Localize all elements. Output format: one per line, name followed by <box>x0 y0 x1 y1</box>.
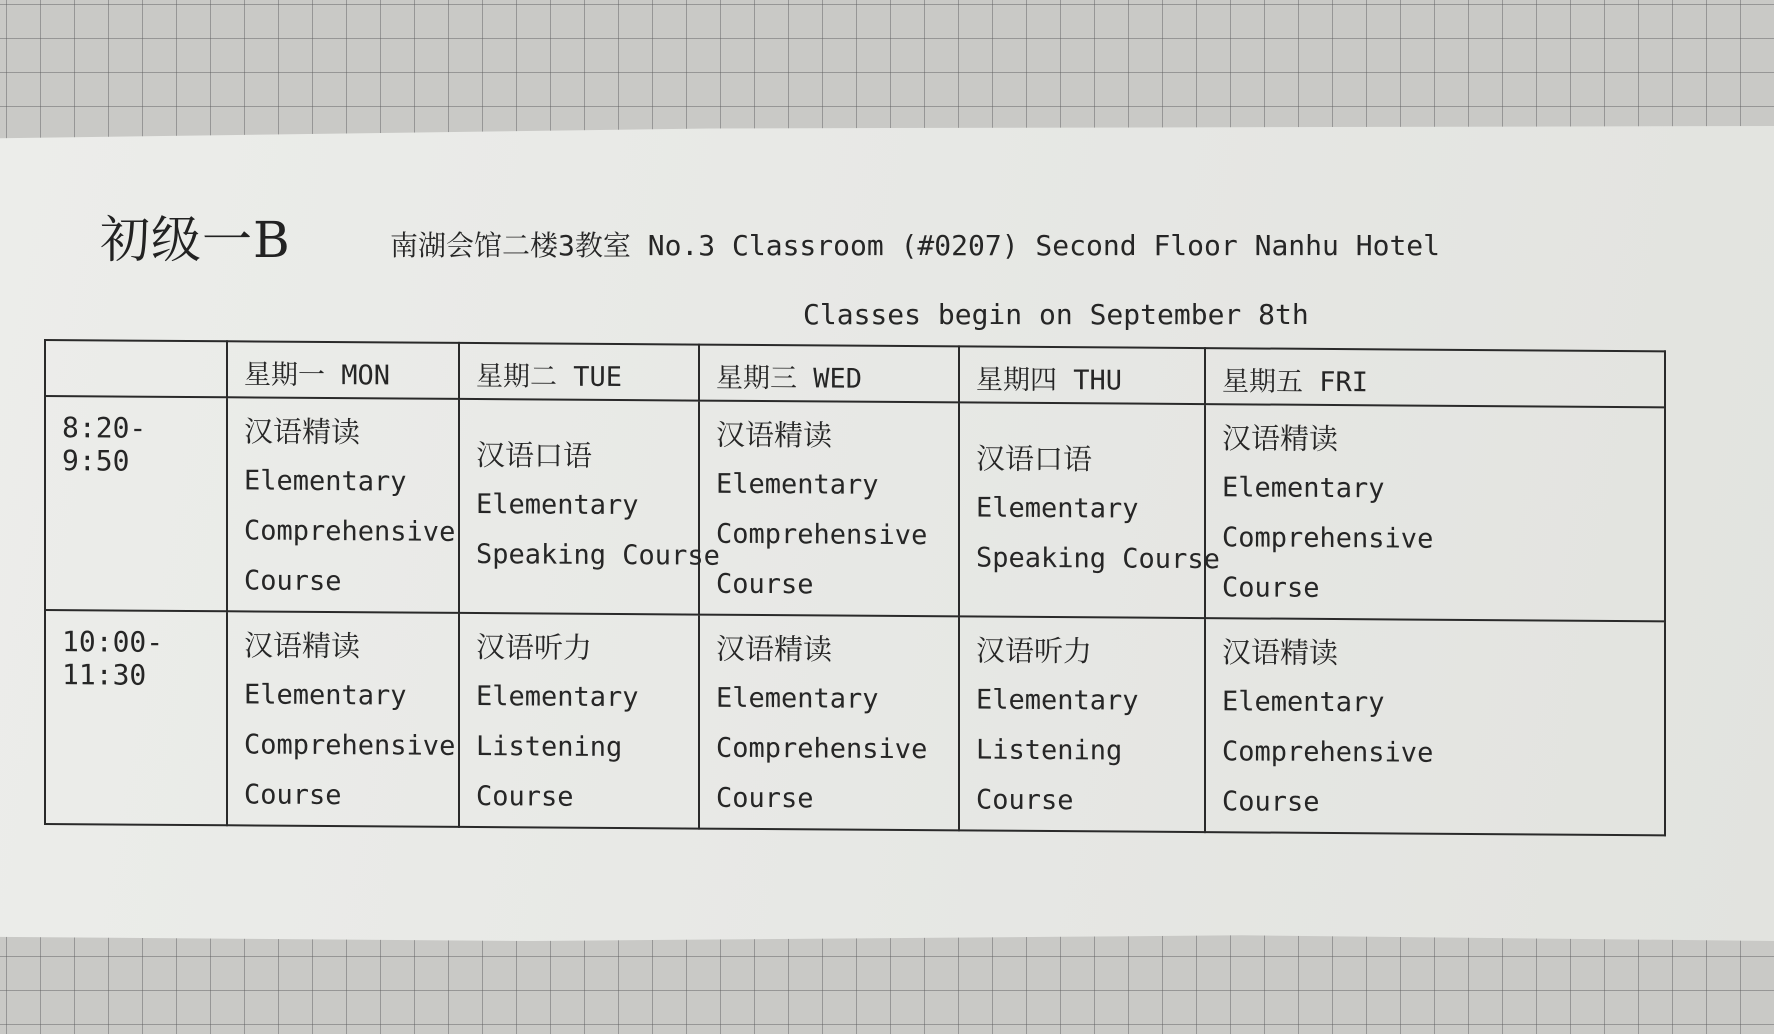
course-name-en-line: Speaking Course <box>476 539 720 572</box>
course-name-en-line: Comprehensive <box>244 515 456 548</box>
course-name-en-line: Course <box>244 565 342 598</box>
course-cell <box>959 402 1220 618</box>
course-cell <box>227 397 459 613</box>
course-name-cn: 汉语精读 <box>244 628 361 664</box>
course-name-en-line: Listening <box>976 734 1123 767</box>
course-name-en-line: Course <box>1222 786 1320 818</box>
course-name-en-line: Comprehensive <box>716 518 928 552</box>
course-cell <box>1205 618 1665 835</box>
course-name-en-line: Elementary <box>976 492 1139 525</box>
period-row-2 <box>45 610 1665 835</box>
course-cell <box>227 611 459 827</box>
course-name-cn: 汉语精读 <box>244 414 361 450</box>
day-header-fri: 星期五 FRI <box>1205 348 1665 407</box>
course-cell <box>459 613 699 829</box>
course-name-cn: 汉语听力 <box>976 633 1093 669</box>
period-row-1 <box>45 396 1665 621</box>
course-cell <box>959 616 1205 832</box>
course-cell <box>1205 404 1665 621</box>
schedule-table <box>44 339 1666 836</box>
class-title: 初级一B <box>100 211 291 269</box>
course-name-en-line: Course <box>1222 572 1320 604</box>
course-name-cn: 汉语精读 <box>1222 635 1339 671</box>
time-slot: 10:00-11:30 <box>45 610 227 825</box>
course-name-cn: 汉语精读 <box>716 417 833 453</box>
course-name-en-line: Elementary <box>1222 472 1385 505</box>
course-name-cn: 汉语精读 <box>716 631 833 667</box>
course-name-en-line: Comprehensive <box>244 729 456 762</box>
course-name-cn: 汉语听力 <box>476 630 593 665</box>
day-header-tue: 星期二 TUE <box>459 343 699 401</box>
course-name-en-line: Course <box>476 781 574 813</box>
course-name-en-line: Comprehensive <box>716 732 928 766</box>
course-name-en-line: Elementary <box>976 684 1139 717</box>
course-name-en-line: Speaking Course <box>976 542 1220 576</box>
course-name-en-line: Course <box>716 568 814 601</box>
course-name-en-line: Elementary <box>476 681 639 714</box>
course-name-en-line: Elementary <box>244 465 407 498</box>
corner-cell <box>45 340 227 397</box>
course-cell <box>699 615 959 831</box>
classroom-location: 南湖会馆二楼3教室 No.3 Classroom (#0207) Second Floor Nanhu Hotel <box>390 229 1441 262</box>
course-name-en-line: Comprehensive <box>1222 522 1434 555</box>
day-header-thu: 星期四 THU <box>959 346 1205 404</box>
course-name-en-line: Elementary <box>476 489 639 522</box>
start-date-note: Classes begin on September 8th <box>803 298 1309 331</box>
course-name-en-line: Course <box>976 784 1074 817</box>
time-slot: 8:20-9:50 <box>45 396 227 611</box>
course-cell <box>459 399 720 615</box>
course-name-en-line: Elementary <box>244 679 407 712</box>
course-name-en-line: Elementary <box>716 468 879 501</box>
course-name-en-line: Elementary <box>1222 686 1385 719</box>
course-name-en-line: Course <box>244 779 342 812</box>
course-name-en-line: Listening <box>476 731 623 764</box>
day-header-wed: 星期三 WED <box>699 345 959 403</box>
course-name-en-line: Elementary <box>716 682 879 715</box>
course-name-en-line: Course <box>716 782 814 815</box>
day-header-mon: 星期一 MON <box>227 341 459 399</box>
course-name-cn: 汉语精读 <box>1222 421 1339 457</box>
course-name-cn: 汉语口语 <box>976 441 1093 477</box>
course-cell <box>699 401 959 617</box>
course-name-cn: 汉语口语 <box>476 438 593 473</box>
course-name-en-line: Comprehensive <box>1222 736 1434 769</box>
